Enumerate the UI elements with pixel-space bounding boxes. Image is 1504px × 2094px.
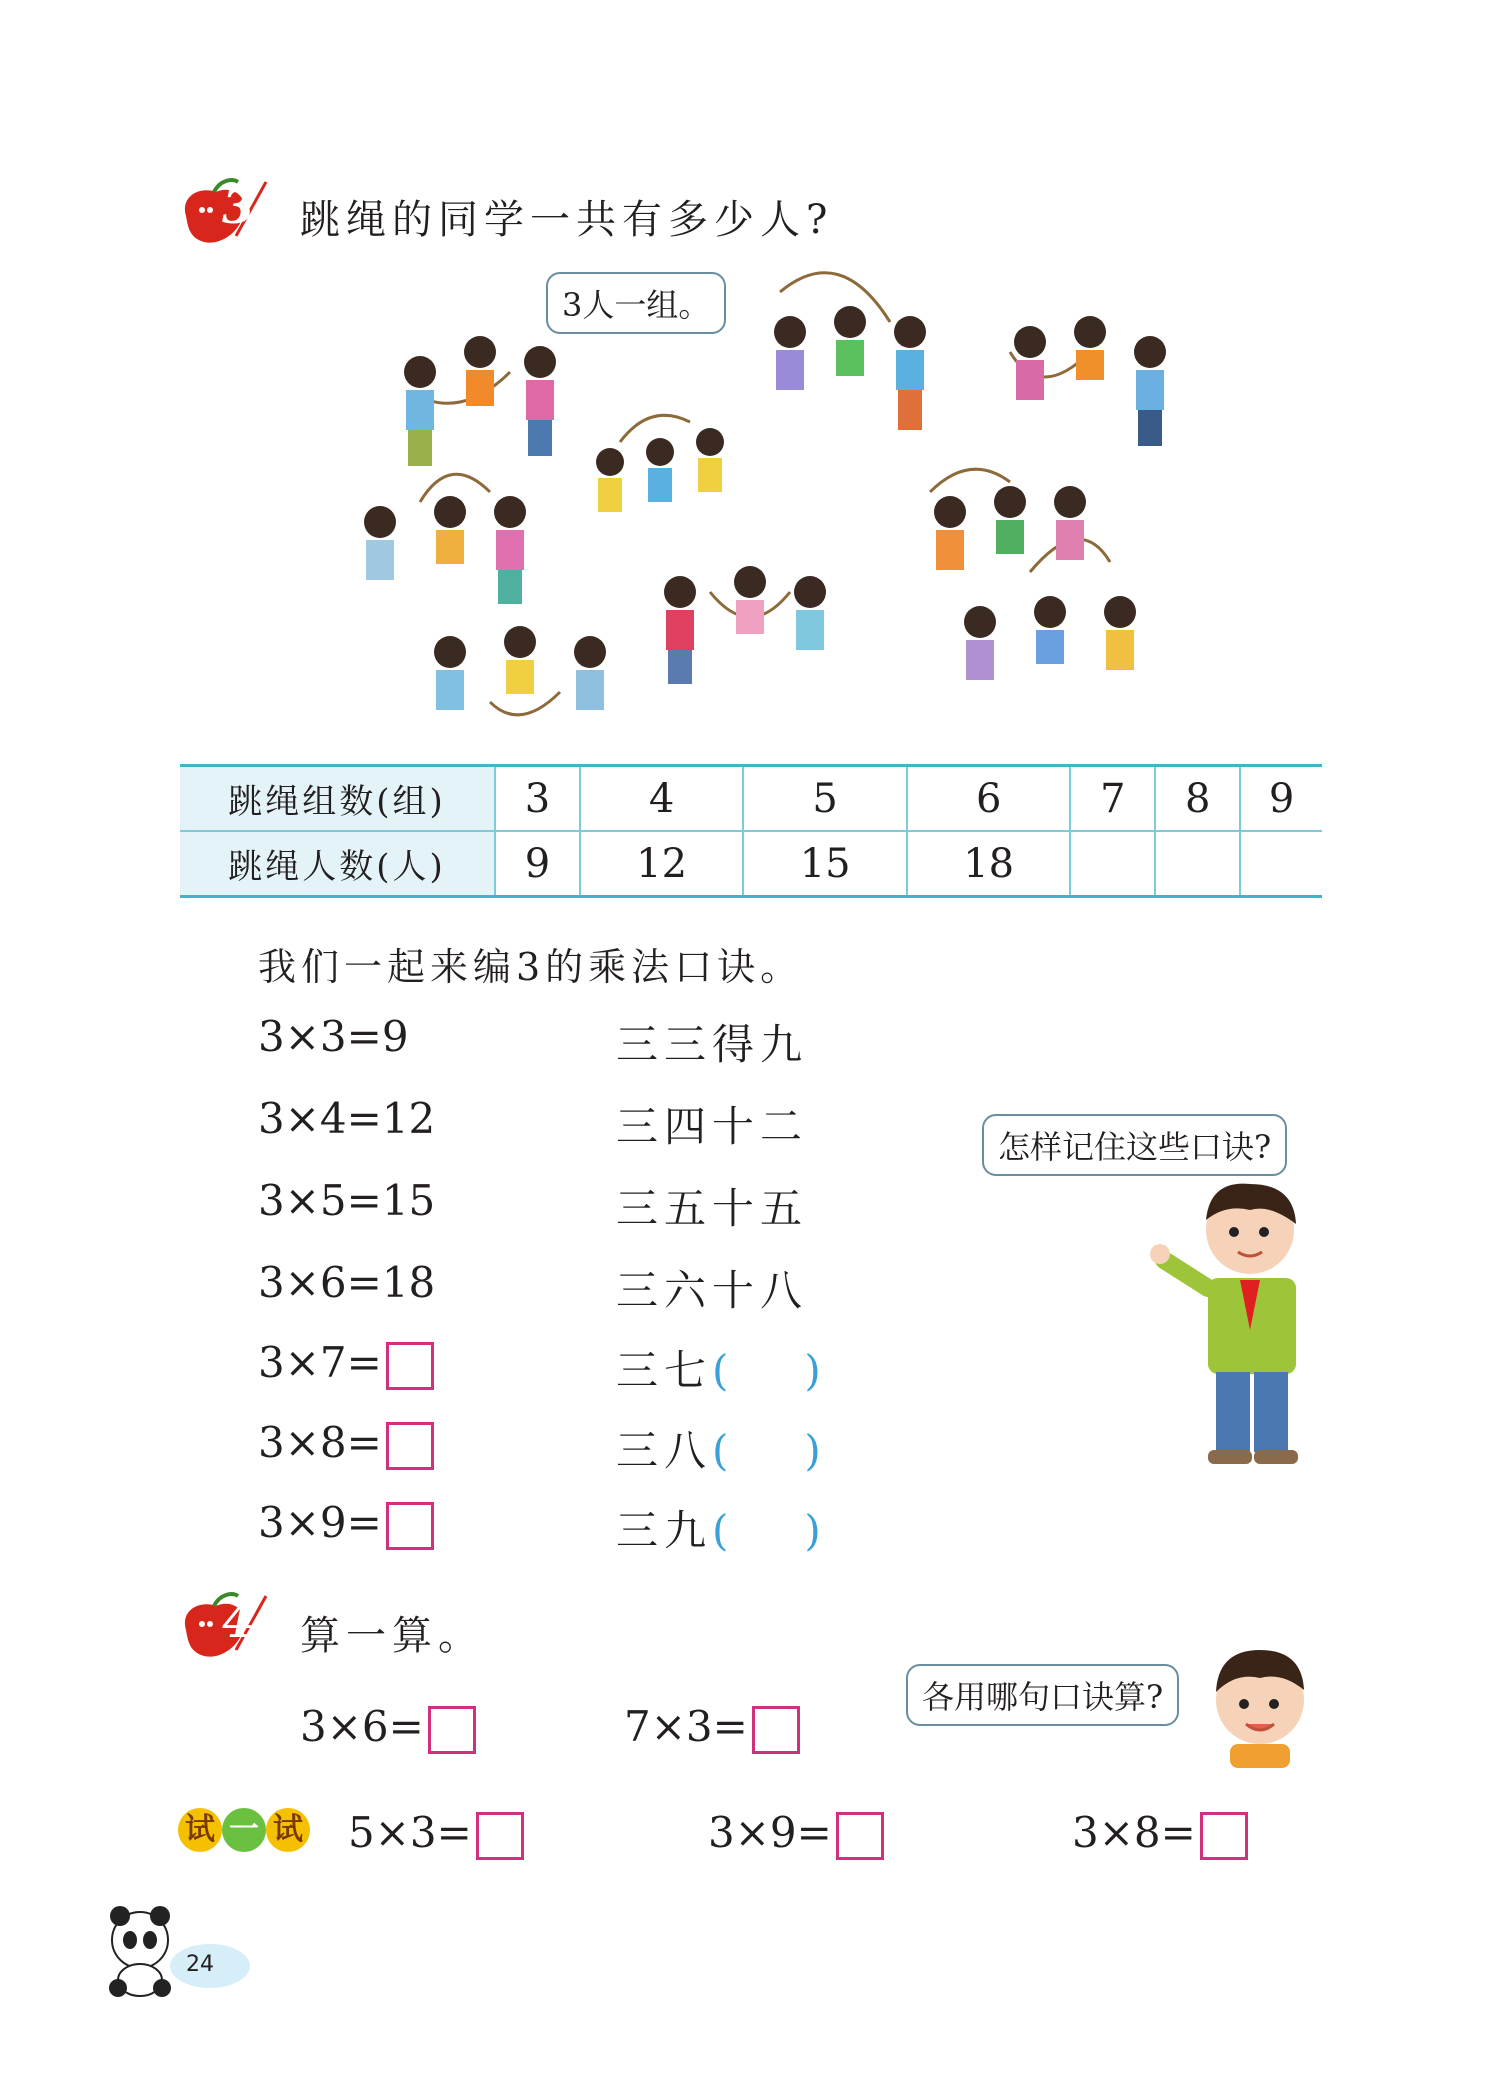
mnemonic-row [616,1418,827,1478]
equation: 3×7= [258,1338,382,1387]
mnemonic-row [616,1498,827,1558]
answer-cell[interactable] [1155,831,1240,897]
section4-number: 4 [222,1594,255,1648]
answer-box[interactable] [1200,1812,1248,1860]
boy-bubble: 怎样记住这些口诀? [982,1114,1287,1176]
table-cell: 7 [1070,766,1155,832]
answer-box[interactable] [386,1342,434,1390]
paren-open: ( [712,1346,735,1395]
answer-box[interactable] [386,1502,434,1550]
table-cell: 6 [907,766,1071,832]
try-badge-char: 试 [266,1808,310,1852]
table-cell: 8 [1155,766,1240,832]
rope-data-table [180,764,1322,898]
instruction-text: 我们一起来编3的乘法口诀。 [258,945,804,989]
mnemonic: 三五十五 [616,1184,809,1233]
answer-box[interactable] [752,1706,800,1754]
problem: 5×3= [348,1808,472,1857]
section3-bubble: 3人一组。 [546,272,726,334]
table-cell: 15 [743,831,907,897]
mnemonic: 三六十八 [616,1266,809,1315]
answer-box[interactable] [836,1812,884,1860]
problem: 3×9= [708,1808,832,1857]
row-header-groups: 跳绳组数(组) [180,766,495,832]
page-number: 24 [186,1952,214,1977]
section3-number: 3 [222,180,255,234]
mnemonic: 三七 [616,1346,713,1395]
children-skipping-rope-illustration [350,262,1200,742]
problem-row [708,1808,884,1860]
table-cell: 12 [580,831,744,897]
problem: 3×8= [1072,1808,1196,1857]
table-cell: 5 [743,766,907,832]
paren-open: ( [712,1426,735,1475]
panda-icon [100,1900,250,2000]
equation-row [258,1418,434,1470]
equation: 3×9= [258,1498,382,1547]
problem: 3×6= [300,1702,424,1751]
answer-cell[interactable] [1240,831,1322,897]
row-header-people: 跳绳人数(人) [180,831,495,897]
problem-row [300,1702,476,1754]
section3-title: 跳绳的同学一共有多少人? [300,197,834,243]
boy-pointing-illustration [1150,1180,1330,1470]
equation-row [258,1498,434,1550]
equation: 3×4=12 [258,1094,436,1143]
equation: 3×3=9 [258,1012,409,1061]
section4-bubble: 各用哪句口诀算? [906,1664,1179,1726]
answer-box[interactable] [386,1422,434,1470]
answer-box[interactable] [476,1812,524,1860]
try-badge-char: 试 [178,1808,222,1852]
paren-open: ( [712,1506,735,1555]
paren-close: ) [804,1426,827,1475]
table-row [180,766,1322,832]
mnemonic: 三四十二 [616,1102,809,1151]
paren-close: ) [804,1346,827,1395]
paren-close: ) [804,1506,827,1555]
table-cell: 4 [580,766,744,832]
table-cell: 18 [907,831,1071,897]
answer-box[interactable] [428,1706,476,1754]
mnemonic-row [616,1338,827,1398]
answer-cell[interactable] [1070,831,1155,897]
table-cell: 3 [495,766,580,832]
section4-title: 算一算。 [300,1613,484,1659]
table-row [180,831,1322,897]
mnemonic: 三九 [616,1506,713,1555]
boy-face-illustration [1202,1640,1314,1770]
problem-row [1072,1808,1248,1860]
equation: 3×5=15 [258,1176,436,1225]
table-cell: 9 [495,831,580,897]
mnemonic: 三八 [616,1426,713,1475]
problem-row [624,1702,800,1754]
problem: 7×3= [624,1702,748,1751]
table-cell: 9 [1240,766,1322,832]
mnemonic: 三三得九 [616,1020,809,1069]
try-badge [178,1808,310,1852]
try-badge-char: 一 [222,1808,266,1852]
equation: 3×8= [258,1418,382,1467]
equation: 3×6=18 [258,1258,436,1307]
equation-row [258,1338,434,1390]
problem-row [348,1808,524,1860]
